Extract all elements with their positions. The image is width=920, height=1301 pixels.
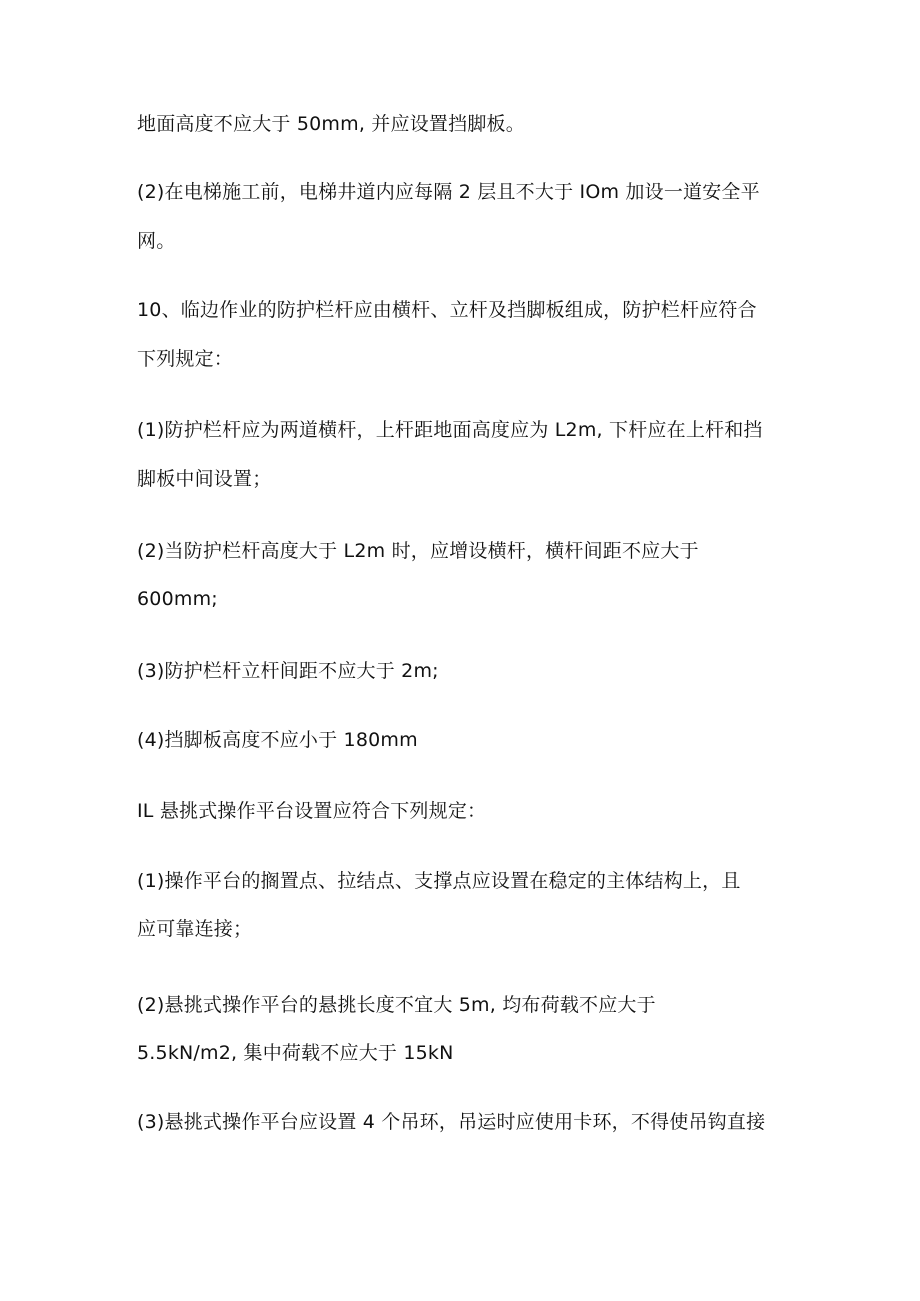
text-line: (2)当防护栏杆高度大于 L2m 时，应增设横杆，横杆间距不应大于 bbox=[137, 540, 699, 562]
text-line: (2)悬挑式操作平台的悬挑长度不宜大 5m, 均布荷载不应大于 bbox=[137, 994, 656, 1016]
text-line: (3)防护栏杆立杆间距不应大于 2m; bbox=[137, 660, 439, 682]
text-line: 地面高度不应大于 50mm, 并应设置挡脚板。 bbox=[137, 113, 525, 135]
text-line: 脚板中间设置； bbox=[137, 468, 272, 490]
text-line: (1)防护栏杆应为两道横杆，上杆距地面高度应为 L2m, 下杆应在上杆和挡 bbox=[137, 419, 763, 441]
text-line: (3)悬挑式操作平台应设置 4 个吊环，吊运时应使用卡环，不得使吊钩直接 bbox=[137, 1111, 766, 1133]
text-line: (1)操作平台的搁置点、拉结点、支撑点应设置在稳定的主体结构上，且 bbox=[137, 870, 741, 892]
text-line: (2)在电梯施工前，电梯井道内应每隔 2 层且不大于 IOm 加设一道安全平 bbox=[137, 181, 760, 203]
text-line: IL 悬挑式操作平台设置应符合下列规定： bbox=[137, 800, 487, 822]
text-line: 5.5kN∕m2, 集中荷载不应大于 15kN bbox=[137, 1042, 454, 1064]
text-line: (4)挡脚板高度不应小于 180mm bbox=[137, 729, 418, 751]
text-line: 10、临边作业的防护栏杆应由横杆、立杆及挡脚板组成，防护栏杆应符合 bbox=[137, 299, 757, 321]
text-line: 下列规定： bbox=[137, 348, 234, 370]
text-line: 应可靠连接； bbox=[137, 918, 253, 940]
text-line: 600mm; bbox=[137, 588, 218, 610]
text-line: 网。 bbox=[137, 230, 176, 252]
